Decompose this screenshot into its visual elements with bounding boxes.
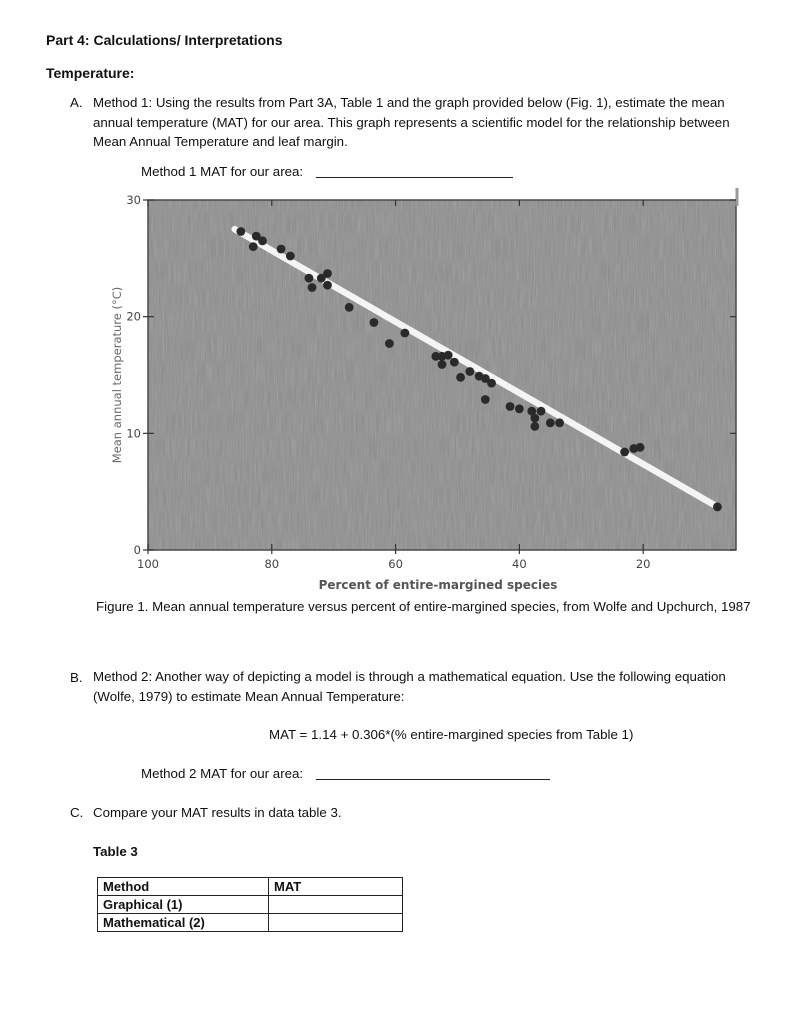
figure-1-scatter-chart [100,186,750,596]
section-a-marker: A. [70,95,83,110]
x-axis-label: Percent of entire-margined species [318,578,558,592]
section-a-line-1: Method 1: Using the results from Part 3A, Table 1 and the graph provided below (Fig. 1), estimate the mean [93,95,725,110]
x-tick-label: 100 [137,557,159,571]
data-point [323,281,332,290]
plot-grain [148,200,736,550]
data-point [636,443,645,452]
data-point [400,329,409,338]
data-point [438,360,447,369]
table-3 [97,877,403,932]
section-b-line-1: Method 2: Another way of depicting a model is through a mathematical equation. Use the following equation [93,669,726,684]
data-point [530,414,539,423]
y-tick-label: 20 [126,309,141,324]
section-heading-temperature: Temperature: [46,65,135,81]
data-point [456,373,465,382]
data-point [620,448,629,457]
section-c-text: Compare your MAT results in data table 3. [93,805,342,820]
section-c-marker: C. [70,805,84,820]
method-2-answer-label: Method 2 MAT for our area: [141,766,304,781]
data-point [450,358,459,367]
data-point [546,418,555,427]
y-tick-label: 0 [133,543,141,557]
table-header-row [98,878,403,896]
x-tick-label: 40 [512,557,527,571]
section-b-line-2: (Wolfe, 1979) to estimate Mean Annual Temperature: [93,689,405,704]
data-point [713,502,722,511]
data-point [286,252,295,261]
y-tick-label: 30 [126,193,141,207]
data-point [236,227,245,236]
data-point [323,269,332,278]
mat-equation: MAT = 1.14 + 0.306*(% entire-margined species from Table 1) [269,727,634,742]
data-point [444,351,453,360]
row-mathematical-label: Mathematical (2) [98,914,269,932]
data-point [487,379,496,388]
x-tick-label: 20 [635,557,651,571]
data-point [249,242,258,251]
table-3-title: Table 3 [93,844,138,859]
x-tick-label: 80 [264,557,280,571]
table-row [98,896,403,914]
data-point [370,318,379,327]
section-a-line-3: Mean Annual Temperature and leaf margin. [93,134,348,149]
row-mathematical-mat-cell[interactable] [269,914,403,932]
data-point [277,245,286,254]
data-point [258,236,267,245]
data-point [515,404,524,413]
row-graphical-label: Graphical (1) [98,896,269,914]
data-point [465,367,474,376]
data-point [530,422,539,431]
data-point [345,303,354,312]
y-axis-label: Mean annual temperature (°C) [110,286,124,464]
x-tick-label: 60 [388,557,403,571]
data-point [385,339,394,348]
method-1-answer-label: Method 1 MAT for our area: [141,164,304,179]
header-method: Method [98,878,269,896]
data-point [481,395,490,404]
row-graphical-mat-cell[interactable] [269,896,403,914]
method-2-answer-blank[interactable] [316,779,550,780]
data-point [537,407,546,416]
method-1-answer-blank[interactable] [316,177,513,178]
table-row [98,914,403,932]
data-point [506,402,515,411]
data-point [308,283,317,292]
header-mat: MAT [269,878,403,896]
data-point [305,274,314,283]
y-tick-label: 10 [126,426,141,441]
section-b-marker: B. [70,670,83,685]
page-heading: Part 4: Calculations/ Interpretations [46,32,283,48]
data-point [555,418,564,427]
section-a-line-2: annual temperature (MAT) for our area. This graph represents a scientific model for the relationship between [93,115,730,130]
figure-caption: Figure 1. Mean annual temperature versus percent of entire-margined species, from Wolfe and Upchurch, 1987 [96,599,751,614]
